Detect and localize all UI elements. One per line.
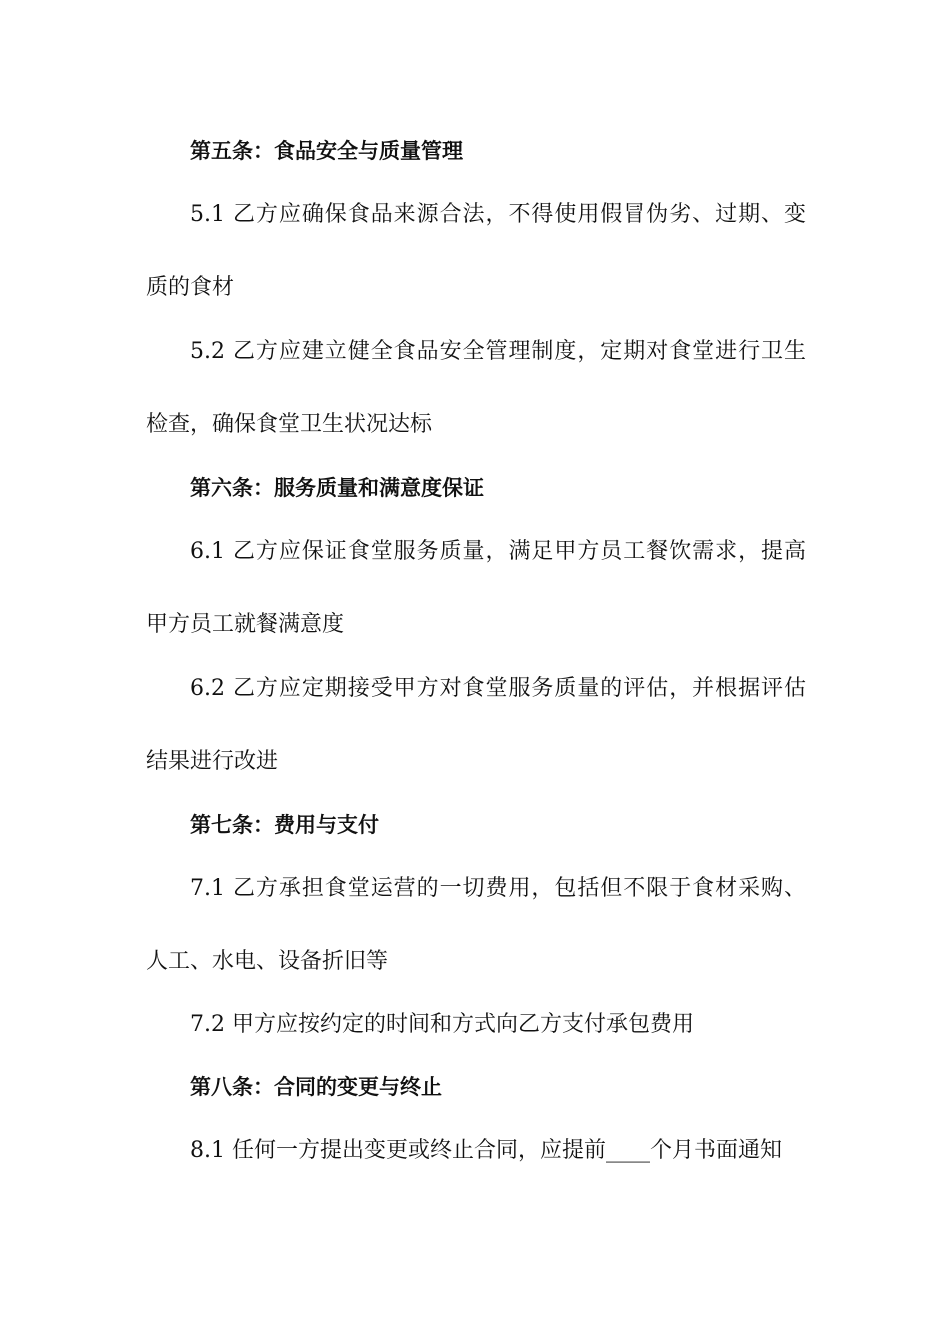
- clause-7-1-line-2: 人工、水电、设备折旧等: [146, 949, 389, 974]
- clause-7-1-line-1: 7.1 乙方承担食堂运营的一切费用，包括但不限于食材采购、: [190, 876, 806, 901]
- clause-5-2-line-1: 5.2 乙方应建立健全食品安全管理制度，定期对食堂进行卫生: [190, 339, 806, 364]
- section-heading-8: 第八条：合同的变更与终止: [190, 1075, 442, 1099]
- section-heading-5: 第五条：食品安全与质量管理: [190, 139, 463, 163]
- clause-5-2-line-2: 检查，确保食堂卫生状况达标: [146, 412, 433, 437]
- section-heading-6: 第六条：服务质量和满意度保证: [190, 476, 484, 500]
- clause-8-1-line-1: 8.1 任何一方提出变更或终止合同，应提前____个月书面通知: [190, 1138, 782, 1163]
- clause-5-1-line-2: 质的食材: [146, 275, 235, 300]
- clause-6-2-line-1: 6.2 乙方应定期接受甲方对食堂服务质量的评估，并根据评估: [190, 676, 806, 701]
- clause-6-1-line-1: 6.1 乙方应保证食堂服务质量，满足甲方员工餐饮需求，提高: [190, 539, 806, 564]
- clause-7-2-line-1: 7.2 甲方应按约定的时间和方式向乙方支付承包费用: [190, 1012, 694, 1037]
- section-heading-7: 第七条：费用与支付: [190, 813, 379, 837]
- clause-6-2-line-2: 结果进行改进: [146, 749, 279, 774]
- clause-6-1-line-2: 甲方员工就餐满意度: [146, 612, 345, 637]
- clause-5-1-line-1: 5.1 乙方应确保食品来源合法，不得使用假冒伪劣、过期、变: [190, 202, 806, 227]
